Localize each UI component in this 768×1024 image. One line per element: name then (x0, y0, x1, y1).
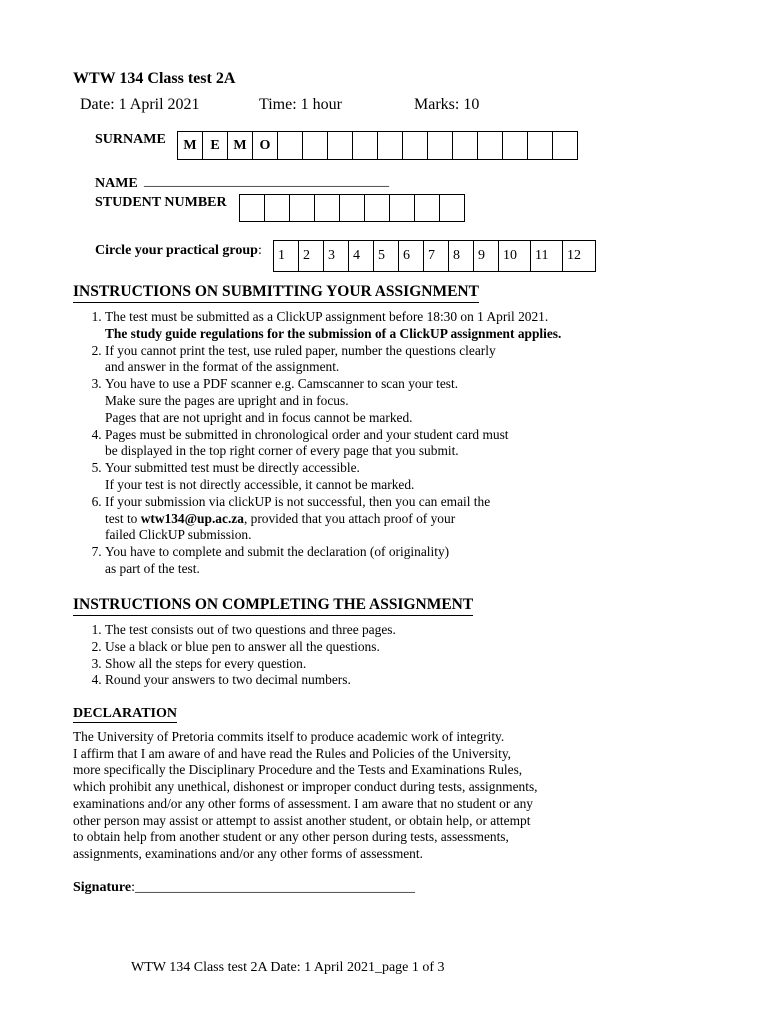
surname-label: SURNAME (95, 132, 166, 147)
group-option[interactable]: 3 (323, 240, 349, 272)
declaration-line: more specifically the Disciplinary Procedure and the Tests and Examinations Rules, (73, 762, 523, 778)
item-line: If your test is not directly accessible, it cannot be marked. (105, 476, 415, 492)
list-item (105, 309, 561, 343)
item-line: Make sure the pages are upright and in focus. (105, 392, 349, 408)
test-time: Time: 1 hour (259, 96, 342, 113)
item-line: 3. You have to use a PDF scanner e.g. Camscanner to scan your test. (105, 376, 459, 392)
student-number-box[interactable] (439, 194, 465, 222)
student-number-box[interactable] (339, 194, 365, 222)
declaration-line: assignments, examinations and/or any other forms of assessment. (73, 845, 423, 861)
name-line[interactable]: ___________________________________ (144, 174, 389, 189)
student-number-box[interactable] (414, 194, 440, 222)
surname-box[interactable] (502, 131, 528, 160)
submitting-heading: INSTRUCTIONS ON SUBMITTING YOUR ASSIGNMENT (73, 283, 479, 303)
student-number-box[interactable] (289, 194, 315, 222)
surname-box[interactable] (327, 131, 353, 160)
group-option[interactable]: 2 (298, 240, 324, 272)
item-text: , provided that you attach proof of your (243, 510, 456, 526)
item-line: as part of the test. (105, 560, 200, 576)
student-number-box[interactable] (364, 194, 390, 222)
surname-box[interactable]: M (177, 131, 203, 160)
item-line: 2. If you cannot print the test, use ruled paper, number the questions clearly (105, 342, 496, 358)
surname-box[interactable] (527, 131, 553, 160)
declaration-line: which prohibit any unethical, dishonest or improper conduct during tests, assignments, (73, 779, 538, 795)
surname-box[interactable]: E (202, 131, 228, 160)
surname-box[interactable] (477, 131, 503, 160)
surname-box[interactable] (352, 131, 378, 160)
declaration-line: examinations and/or any other forms of assessment. I am aware that no student or any (73, 795, 533, 811)
surname-box[interactable]: O (252, 131, 278, 160)
group-option[interactable]: 12 (562, 240, 596, 272)
group-option[interactable]: 11 (530, 240, 563, 272)
list-item: 4. Round your answers to two decimal numbers. (105, 672, 396, 689)
email-address[interactable]: wtw134@up.ac.za (140, 510, 244, 526)
item-text: test to (105, 510, 141, 526)
name-label: NAME (95, 176, 138, 191)
item-line-bold: The study guide regulations for the submission of a ClickUP assignment applies. (105, 325, 562, 341)
group-option[interactable]: 7 (423, 240, 449, 272)
declaration-heading: DECLARATION (73, 706, 177, 721)
practical-group-boxes (274, 240, 596, 272)
item-line (105, 511, 561, 528)
item-line: 5. Your submitted test must be directly accessible. (105, 460, 360, 476)
item-line: failed ClickUP submission. (105, 527, 252, 543)
list-item (105, 544, 561, 578)
surname-box[interactable] (302, 131, 328, 160)
group-option[interactable]: 5 (373, 240, 399, 272)
group-option[interactable]: 9 (473, 240, 499, 272)
surname-box[interactable] (402, 131, 428, 160)
surname-boxes (178, 131, 578, 160)
item-line: 4. Pages must be submitted in chronological order and your student card must (105, 426, 509, 442)
signature-row (73, 880, 415, 896)
completing-heading: INSTRUCTIONS ON COMPLETING THE ASSIGNMENT (73, 596, 473, 616)
list-item (105, 427, 561, 461)
surname-box[interactable] (377, 131, 403, 160)
practical-group-prompt (95, 243, 262, 259)
page-footer: WTW 134 Class test 2A Date: 1 April 2021_page 1 of 3 (131, 960, 445, 975)
surname-box[interactable]: M (227, 131, 253, 160)
surname-box[interactable] (452, 131, 478, 160)
group-option[interactable]: 1 (273, 240, 299, 272)
submitting-list (73, 309, 561, 578)
surname-box[interactable] (277, 131, 303, 160)
group-option[interactable]: 6 (398, 240, 424, 272)
item-line: be displayed in the top right corner of every page that you submit. (105, 443, 459, 459)
surname-box[interactable] (427, 131, 453, 160)
list-item: 1. The test consists out of two questions and three pages. (105, 622, 396, 639)
group-option[interactable]: 4 (348, 240, 374, 272)
item-line: Pages that are not upright and in focus cannot be marked. (105, 409, 413, 425)
completing-list (73, 622, 396, 689)
list-item: 2. Use a black or blue pen to answer all the questions. (105, 639, 396, 656)
declaration-line: The University of Pretoria commits itself to produce academic work of integrity. (73, 729, 505, 744)
signature-label: Signature (73, 880, 132, 895)
item-line: 6. If your submission via clickUP is not successful, then you can email the (105, 493, 491, 509)
list-item (105, 460, 561, 494)
surname-box[interactable] (552, 131, 578, 160)
declaration-text (73, 729, 538, 863)
list-item: 3. Show all the steps for every question. (105, 656, 396, 673)
student-number-box[interactable] (389, 194, 415, 222)
student-number-label: STUDENT NUMBER (95, 195, 227, 210)
list-item (105, 494, 561, 544)
item-line: 1. The test must be submitted as a ClickUP assignment before 18:30 on 1 April 2021. (105, 309, 549, 324)
group-option[interactable]: 10 (498, 240, 531, 272)
test-marks: Marks: 10 (414, 96, 480, 113)
item-line: 7. You have to complete and submit the declaration (of originality) (105, 544, 450, 560)
declaration-line: I affirm that I am aware of and have read the Rules and Policies of the University, (73, 745, 512, 761)
group-option[interactable]: 8 (448, 240, 474, 272)
student-number-boxes (240, 194, 465, 222)
list-item (105, 343, 561, 377)
item-line: and answer in the format of the assignment. (105, 359, 340, 375)
student-number-box[interactable] (239, 194, 265, 222)
declaration-line: other person may assist or attempt to assist another student, or obtain help, or attempt (73, 812, 531, 828)
practical-group-colon: : (257, 243, 262, 258)
test-date: Date: 1 April 2021 (80, 96, 200, 113)
student-number-box[interactable] (264, 194, 290, 222)
student-number-box[interactable] (314, 194, 340, 222)
document-title: WTW 134 Class test 2A (73, 70, 236, 87)
list-item (105, 376, 561, 426)
declaration-line: to obtain help from another student or any other person during tests, assessments, (73, 829, 509, 845)
signature-line[interactable]: :________________________________________ (131, 880, 415, 895)
practical-group-label: Circle your practical group (95, 243, 258, 258)
